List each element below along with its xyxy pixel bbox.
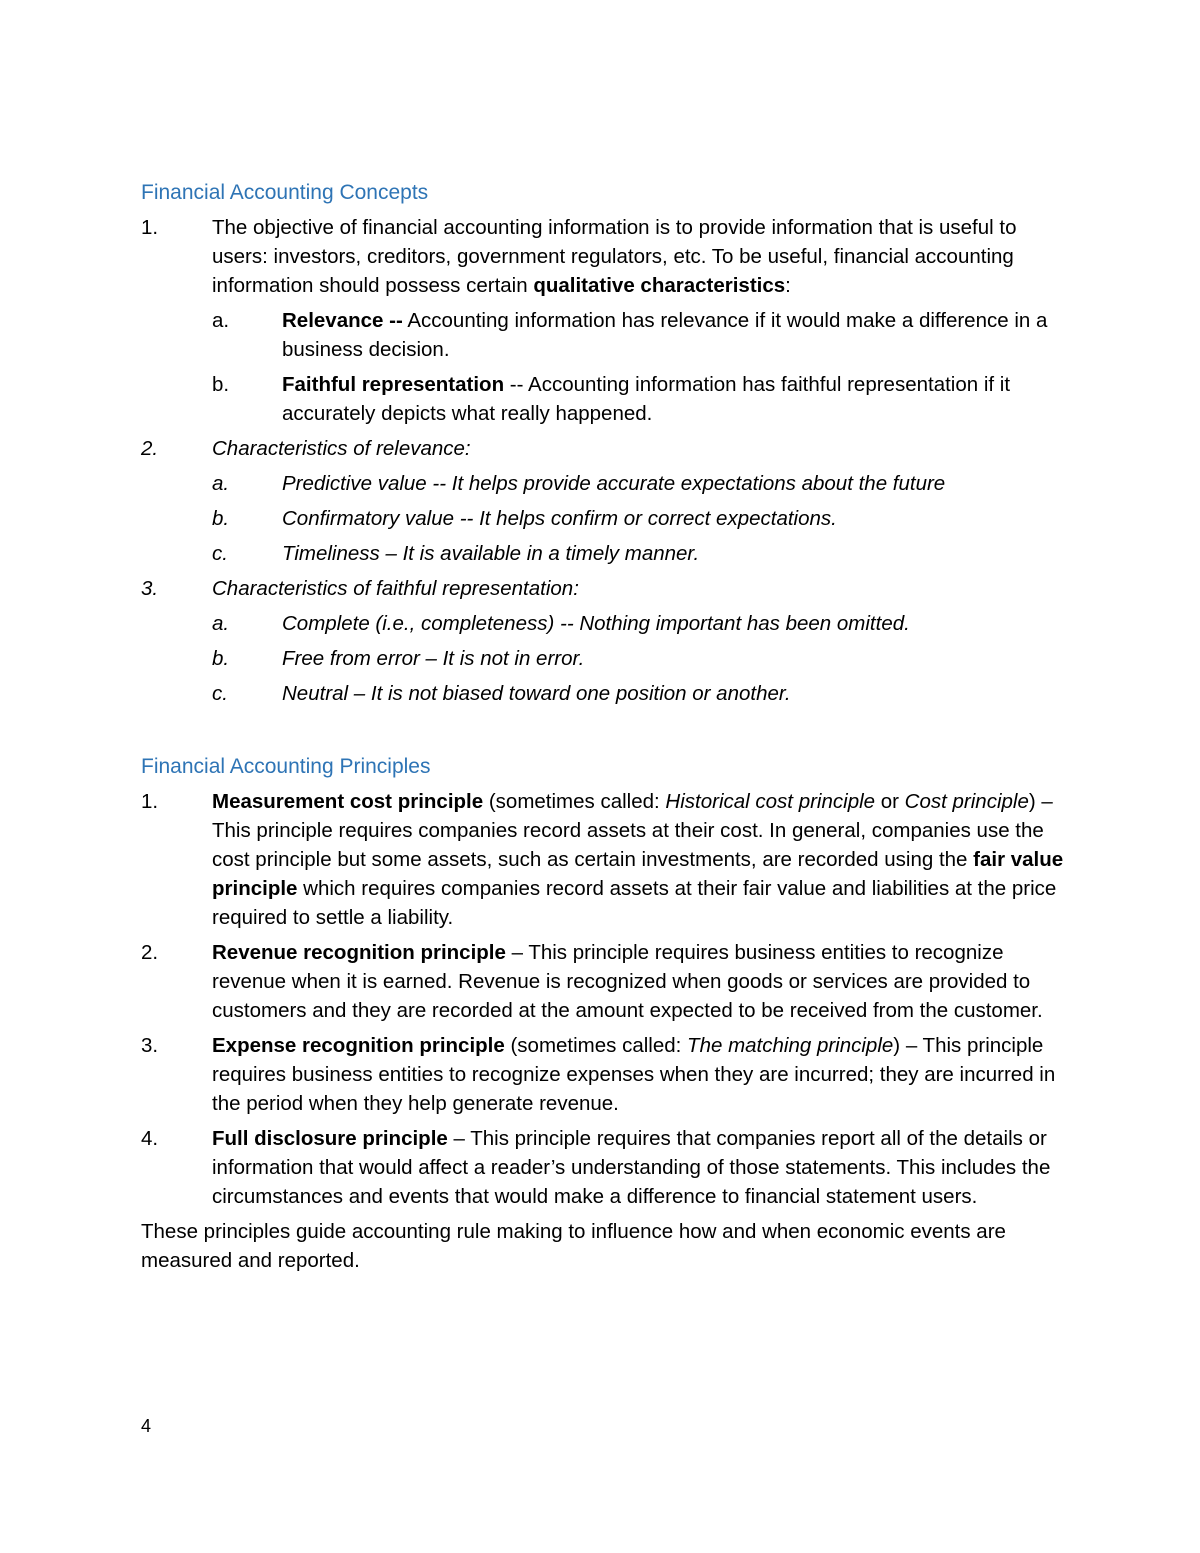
concepts-heading: Financial Accounting Concepts <box>141 181 429 204</box>
subitem-letter: c. <box>212 542 228 565</box>
concept-subitem-3b <box>141 644 1066 673</box>
item-number: 3. <box>141 577 159 600</box>
principle-term: Revenue recognition principle <box>212 941 506 964</box>
concept-subitem-3c <box>141 679 1066 708</box>
principle-text: (sometimes called: <box>504 1034 688 1057</box>
principle-item-1 <box>141 787 1066 932</box>
principle-text: – This principle requires that companies report all of the details or information that would affect a reader’s understanding of those statements. This includes the circumstances and events that would make a difference to financial statement users. <box>212 1127 1051 1208</box>
subitem-text: Neutral – It is not biased toward one position or another. <box>282 682 791 705</box>
subitem-text: Predictive value -- It helps provide accurate expectations about the future <box>282 472 946 495</box>
item-number: 2. <box>141 941 159 964</box>
subitem-letter: c. <box>212 682 228 705</box>
item-text: Characteristics of faithful representation: <box>212 577 579 600</box>
principle-item-3 <box>141 1031 1066 1118</box>
item-number: 2. <box>141 437 159 460</box>
principle-text: ) – This principle requires companies record assets at their cost. In general, companies use the cost principle but some assets, such as certain investments, are recorded using the <box>212 790 1053 871</box>
item-number: 3. <box>141 1034 159 1057</box>
principle-text: (sometimes called: <box>483 790 666 813</box>
principle-term: Full disclosure principle <box>212 1127 448 1150</box>
principle-item-4 <box>141 1124 1066 1211</box>
fair-value-term: fair value principle <box>212 848 1064 900</box>
principle-item-2 <box>141 938 1066 1025</box>
subitem-text: Timeliness – It is available in a timely manner. <box>282 542 700 565</box>
closing-paragraph: These principles guide accounting rule making to influence how and when economic events are measured and reported. <box>141 1220 1006 1272</box>
subitem-text: Confirmatory value -- It helps confirm or correct expectations. <box>282 507 837 530</box>
page-content <box>141 178 1066 1275</box>
item-text: The objective of financial accounting information is to provide information that is useful to users: investors, creditors, government regulators, etc. To be useful, financial accounting information should possess certain <box>212 216 1017 297</box>
concept-subitem-2b <box>141 504 1066 533</box>
subitem-text: Accounting information has relevance if it would make a difference in a business decision. <box>282 309 1048 361</box>
alternate-name: The matching principle <box>687 1034 894 1057</box>
alternate-name: Cost principle <box>904 790 1029 813</box>
item-number: 1. <box>141 790 159 813</box>
principles-heading: Financial Accounting Principles <box>141 755 431 778</box>
subitem-letter: b. <box>212 507 230 530</box>
item-text-end: : <box>785 274 791 297</box>
principle-text: ) – This principle requires business entities to recognize expenses when they are incurred; they are incurred in the period when they help generate revenue. <box>212 1034 1056 1115</box>
subitem-term: Relevance -- <box>282 309 403 332</box>
subitem-text: -- Accounting information has faithful representation if it accurately depicts what really happened. <box>282 373 1011 425</box>
concept-item-3 <box>141 574 1066 603</box>
concept-item-1 <box>141 213 1066 300</box>
subitem-term: Faithful representation <box>282 373 505 396</box>
principle-text: or <box>875 790 905 813</box>
alternate-name: Historical cost principle <box>665 790 876 813</box>
page-number: 4 <box>141 1416 152 1436</box>
principle-text: which requires companies record assets at their fair value and liabilities at the price required to settle a liability. <box>212 877 1057 929</box>
subitem-text: Free from error – It is not in error. <box>282 647 585 670</box>
concept-subitem-2a <box>141 469 1066 498</box>
concept-subitem-1b <box>141 370 1066 428</box>
qualitative-characteristics-term: qualitative characteristics <box>533 274 786 297</box>
concept-subitem-1a <box>141 306 1066 364</box>
item-number: 4. <box>141 1127 159 1150</box>
principle-text: – This principle requires business entities to recognize revenue when it is earned. Revenue is recognized when goods or services are provided to customers and they are recorded at the amount expected to be received from the customer. <box>212 941 1043 1022</box>
item-number: 1. <box>141 216 159 239</box>
principle-term: Expense recognition principle <box>212 1034 505 1057</box>
subitem-letter: a. <box>212 472 230 495</box>
subitem-letter: b. <box>212 373 230 396</box>
concept-item-2 <box>141 434 1066 463</box>
concept-subitem-3a <box>141 609 1066 638</box>
subitem-letter: b. <box>212 647 230 670</box>
item-text: Characteristics of relevance: <box>212 437 471 460</box>
subitem-letter: a. <box>212 612 230 635</box>
subitem-letter: a. <box>212 309 230 332</box>
principle-term: Measurement cost principle <box>212 790 484 813</box>
subitem-text: Complete (i.e., completeness) -- Nothing important has been omitted. <box>282 612 910 635</box>
concept-subitem-2c <box>141 539 1066 568</box>
